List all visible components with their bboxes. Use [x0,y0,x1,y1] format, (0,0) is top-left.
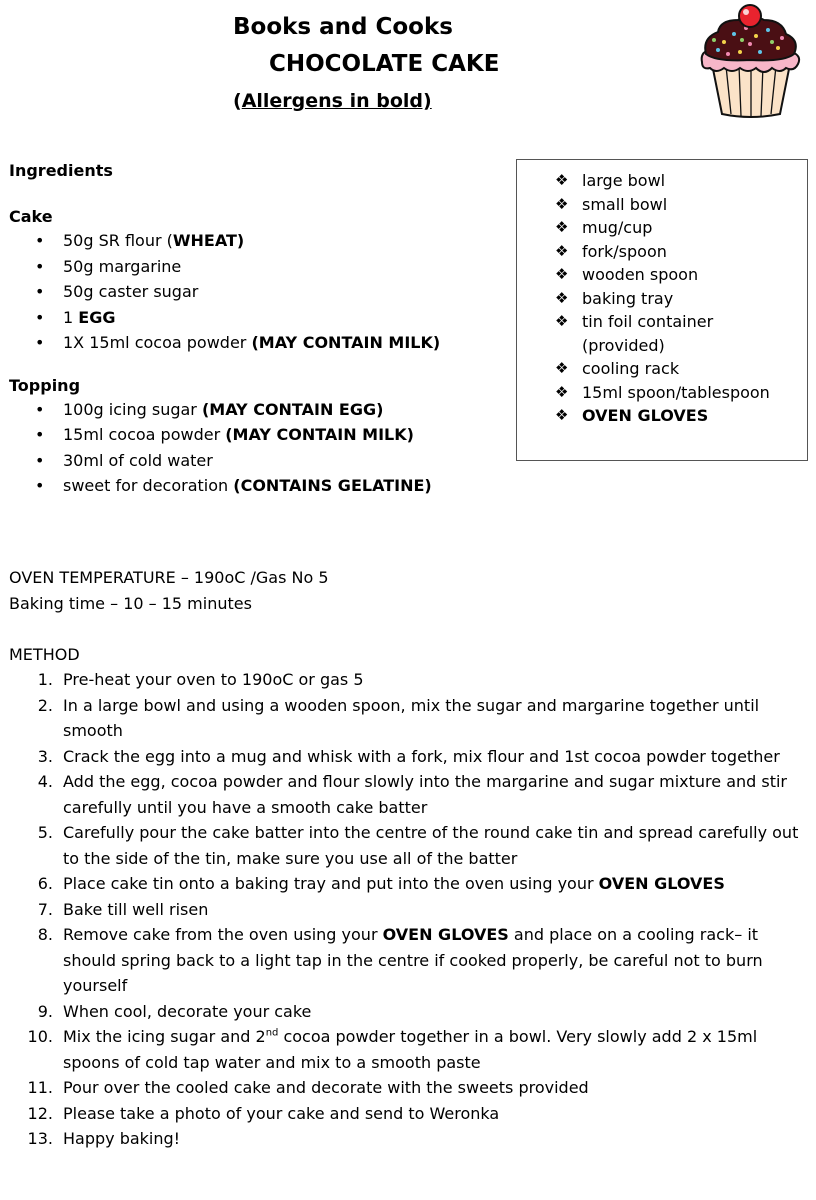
method-step: 6. Place cake tin onto a baking tray and put into the oven using your OVEN GLOVES [37,874,725,893]
list-item: • 15ml cocoa powder (MAY CONTAIN MILK) [9,422,509,448]
ingredients-section [9,160,509,499]
cake-heading: Cake [9,207,53,226]
ingredients-heading: Ingredients [9,161,113,180]
list-item: ❖ mug/cup [517,216,807,240]
method-step: 9. When cool, decorate your cake [37,1001,312,1021]
method-step: 12. Please take a photo of your cake and send to Weronka [27,1103,500,1123]
list-item: ❖ wooden spoon [517,263,807,287]
method-step: 11. Pour over the cooled cake and decorate with the sweets provided [27,1078,589,1097]
list-item: • 1 EGG [9,305,509,331]
diamond-bullet-icon: ❖ [555,406,569,424]
method-step: 2. In a large bowl and using a wooden spoon, mix the sugar and margarine together until smooth [37,695,760,740]
diamond-bullet-icon: ❖ [555,171,569,189]
list-item: ❖ fork/spoon [517,240,807,264]
list-item: • sweet for decoration (CONTAINS GELATINE) [9,473,509,499]
cupcake-image [694,2,804,120]
method-step: 13. Happy baking! [27,1129,181,1148]
topping-heading: Topping [9,375,81,395]
method-step: 10. Mix the icing sugar and 2nd cocoa powder together in a bowl. Very slowly add 2 x 15ml spoons of cold tap water and mix to a smooth paste [27,1027,758,1072]
method-step: 8. Remove cake from the oven using your OVEN GLOVES and place on a cooling rack– it should spring back to a light tap in the centre if cooked properly, be careful not to burn yourself [37,925,763,995]
method-step: 5. Carefully pour the cake batter into the centre of the round cake tin and spread carefully out to the side of the tin, make sure you use all of the batter [37,823,799,868]
allergen-note-underlined: Allergens in bold) [241,90,432,112]
diamond-bullet-icon: ❖ [555,312,569,330]
list-item: ❖ large bowl [517,169,807,193]
allergen-note: (Allergens in bold) [233,90,432,112]
equipment-box [516,159,808,461]
method-step: 7. Bake till well risen [37,899,209,919]
baking-time: Baking time – 10 – 15 minutes [9,593,252,613]
method-step: 1. Pre-heat your oven to 190oC or gas 5 [37,670,364,689]
oven-info [9,565,329,616]
list-item: ❖ cooling rack [517,357,807,381]
recipe-title: CHOCOLATE CAKE [269,51,500,77]
diamond-bullet-icon: ❖ [555,218,569,236]
cake-ingredient-list [9,228,509,356]
list-item: ❖ OVEN GLOVES [517,404,807,428]
method-step: 3. Crack the egg into a mug and whisk with a fork, mix flour and 1st cocoa powder together [37,746,780,766]
list-item: • 50g SR flour (WHEAT) [9,228,509,254]
diamond-bullet-icon: ❖ [555,288,569,307]
list-item: ❖ baking tray [517,287,807,311]
list-item: ❖ small bowl [517,193,807,217]
topping-ingredient-list [9,397,509,499]
list-item: • 1X 15ml cocoa powder (MAY CONTAIN MILK) [9,330,509,356]
diamond-bullet-icon: ❖ [555,194,569,213]
diamond-bullet-icon: ❖ [555,382,569,401]
list-item: • 50g margarine [9,254,509,280]
method-step: 4. Add the egg, cocoa powder and flour slowly into the margarine and sugar mixture and stir carefully until you have a smooth cake batter [37,772,788,817]
list-item: ❖ 15ml spoon/tablespoon [517,381,807,405]
diamond-bullet-icon: ❖ [555,359,569,377]
page-title-books-and-cooks: Books and Cooks [233,14,453,40]
equipment-list [517,160,807,428]
diamond-bullet-icon: ❖ [555,265,569,283]
method-heading: METHOD [9,645,80,664]
diamond-bullet-icon: ❖ [555,241,569,260]
list-item: • 50g caster sugar [9,279,509,305]
list-item: • 100g icing sugar (MAY CONTAIN EGG) [9,397,509,423]
list-item: ❖ tin foil container [517,310,807,334]
oven-temperature: OVEN TEMPERATURE – 190oC /Gas No 5 [9,568,329,587]
method-steps [9,667,809,1152]
list-item: • 30ml of cold water [9,448,509,474]
list-item-continued: (provided) [582,335,665,355]
